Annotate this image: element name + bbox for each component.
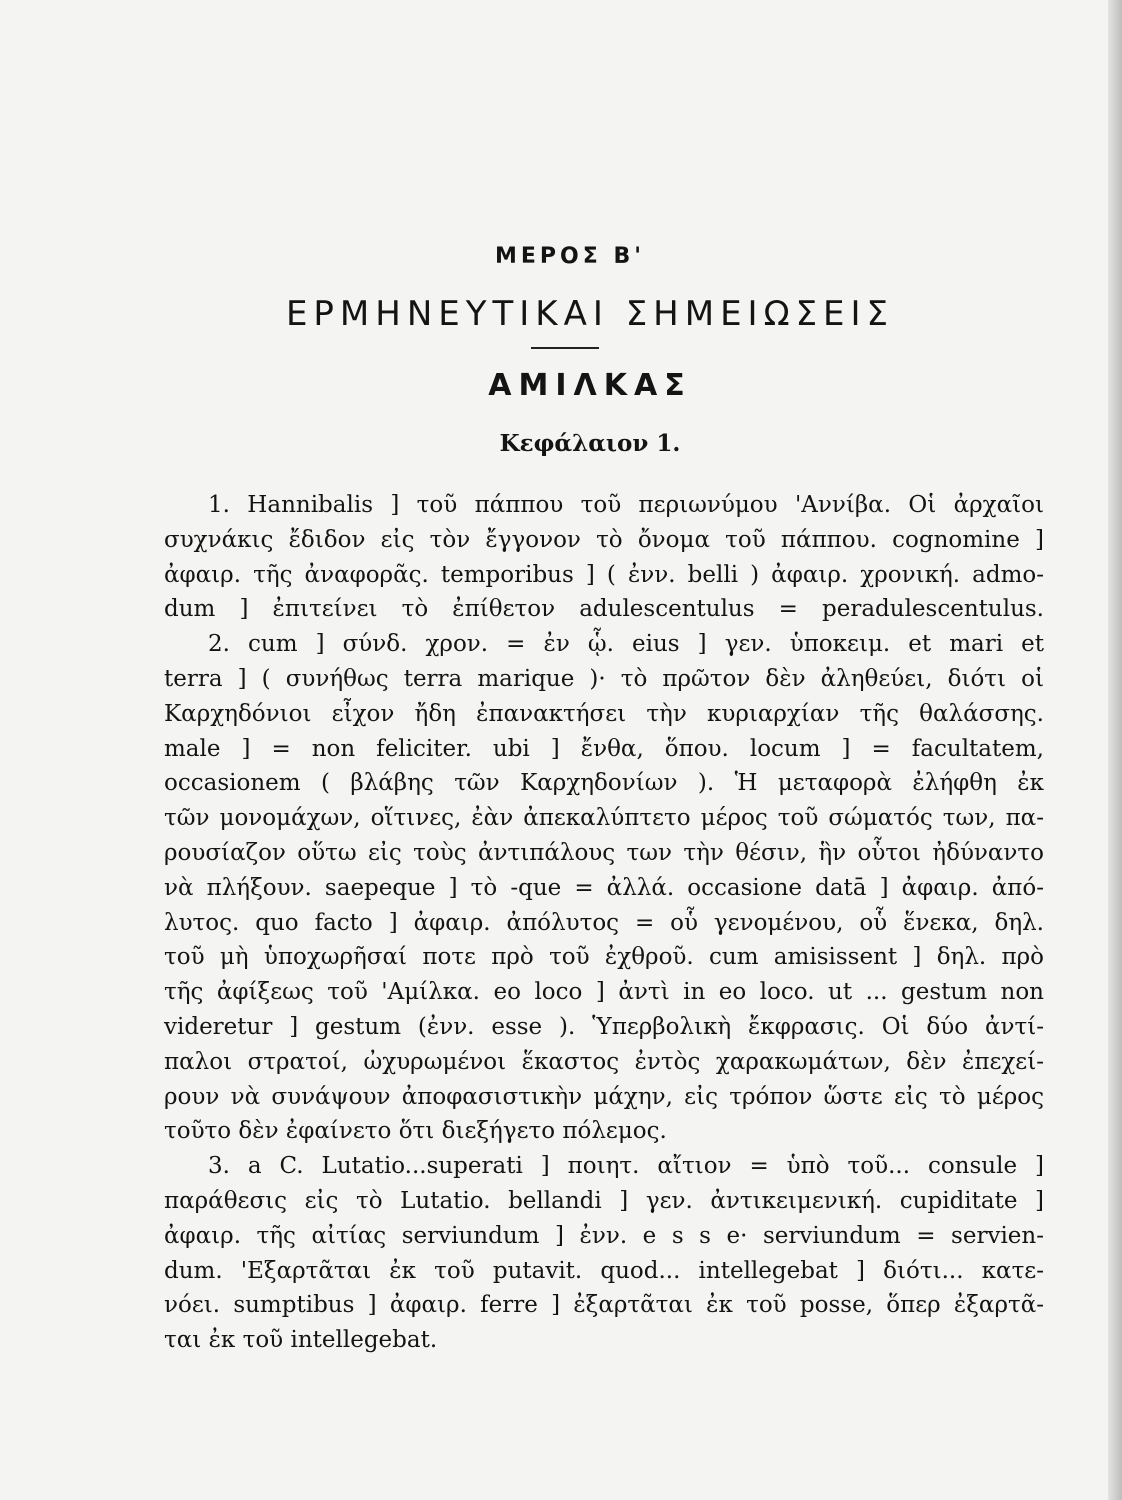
text-line: videretur ] gestum (ἐνν. esse ). Ὑπερβολικὴ ἔκφρασις. Οἱ δύο ἀντί- bbox=[164, 1013, 1044, 1040]
text-line: τοῦ μὴ ὑποχωρῆσαί ποτε πρὸ τοῦ ἐχθροῦ. cum amisissent ] δηλ. πρὸ bbox=[164, 944, 1044, 971]
text-line: occasionem ( βλάβης τῶν Καρχηδονίων ). Ἡ μεταφορὰ ἐλήφθη ἐκ bbox=[164, 770, 1044, 797]
text-line: 3. a C. Lutatio...superati ] ποιητ. αἴτιον = ὑπὸ τοῦ... consule ] bbox=[208, 1153, 1044, 1180]
text-line: παλοι στρατοί, ὠχυρωμένοι ἕκαστος ἐντὸς χαρακωμάτων, δὲν ἐπεχεί- bbox=[164, 1048, 1044, 1075]
text-line: τῆς ἀφίξεως τοῦ 'Αμίλκα. eo loco ] ἀντὶ in eo loco. ut ... gestum non bbox=[164, 979, 1044, 1006]
text-line: Καρχηδόνιοι εἶχον ἤδη ἐπανακτήσει τὴν κυριαρχίαν τῆς θαλάσσης. bbox=[164, 700, 1044, 727]
text-line: ἀφαιρ. τῆς αἰτίας serviundum ] ἐνν. e s s e· serviundum = servien- bbox=[164, 1222, 1044, 1249]
part-heading: ΜΕΡΟΣ Β' bbox=[495, 244, 645, 269]
text-line: λυτος. quo facto ] ἀφαιρ. ἀπόλυτος = οὗ γενομένου, οὗ ἕνεκα, δηλ. bbox=[164, 909, 1044, 936]
text-line: male ] = non feliciter. ubi ] ἔνθα, ὅπου. locum ] = facultatem, bbox=[164, 735, 1044, 762]
text-line: τοῦτο δὲν ἐφαίνετο ὅτι διεξήγετο πόλεμος. bbox=[164, 1118, 667, 1145]
text-line: νὰ πλήξουν. saepeque ] τὸ -que = ἀλλά. occasione datā ] ἀφαιρ. ἀπό- bbox=[164, 874, 1044, 901]
text-line: 2. cum ] σύνδ. χρον. = ἐν ᾧ. eius ] γεν. ὑποκειμ. et mari et bbox=[208, 631, 1044, 658]
main-title: ΕΡΜΗΝΕΥΤΙΚΑΙ ΣΗΜΕΙΩΣΕΙΣ bbox=[285, 294, 895, 334]
page-spine-shadow bbox=[1108, 0, 1122, 1500]
text-line: νόει. sumptibus ] ἀφαιρ. ferre ] ἐξαρτᾶται ἐκ τοῦ posse, ὅπερ ἐξαρτᾶ- bbox=[164, 1292, 1044, 1319]
text-line: 1. Hannibalis ] τοῦ πάππου τοῦ περιωνύμου 'Αννίβα. Οἱ ἀρχαῖοι bbox=[208, 492, 1044, 518]
commentary-text bbox=[164, 488, 1044, 1358]
text-line: συχνάκις ἔδιδον εἰς τὸν ἔγγονον τὸ ὄνομα τοῦ πάππου. cognomine ] bbox=[164, 526, 1044, 553]
section-title: ΑΜΙΛΚΑΣ bbox=[488, 368, 692, 403]
text-line: terra ] ( συνήθως terra marique )· τὸ πρῶτον δὲν ἀληθεύει, διότι οἱ bbox=[164, 665, 1044, 692]
text-line: ρουν νὰ συνάψουν ἀποφασιστικὴν μάχην, εἰς τρόπον ὥστε εἰς τὸ μέρος bbox=[164, 1083, 1044, 1110]
text-line: ρουσίαζον οὕτω εἰς τοὺς ἀντιπάλους των τὴν θέσιν, ἣν οὗτοι ἠδύναντο bbox=[164, 839, 1044, 866]
title-divider bbox=[531, 347, 599, 349]
text-line: dum ] ἐπιτείνει τὸ ἐπίθετον adulescentulus = peradulescentulus. bbox=[164, 596, 1044, 623]
text-line: ται ἐκ τοῦ intellegebat. bbox=[164, 1327, 438, 1354]
text-line: τῶν μονομάχων, οἵτινες, ἐὰν ἀπεκαλύπτετο μέρος τοῦ σώματός των, πα- bbox=[164, 805, 1044, 832]
text-line: dum. 'Εξαρτᾶται ἐκ τοῦ putavit. quod... intellegebat ] διότι... κατε- bbox=[164, 1257, 1044, 1284]
text-line: ἀφαιρ. τῆς ἀναφορᾶς. temporibus ] ( ἐνν. belli ) ἀφαιρ. χρονική. admo- bbox=[164, 561, 1044, 588]
chapter-heading: Κεφάλαιον 1. bbox=[499, 430, 681, 457]
text-line: παράθεσις εἰς τὸ Lutatio. bellandi ] γεν. ἀντικειμενική. cupiditate ] bbox=[164, 1187, 1044, 1214]
